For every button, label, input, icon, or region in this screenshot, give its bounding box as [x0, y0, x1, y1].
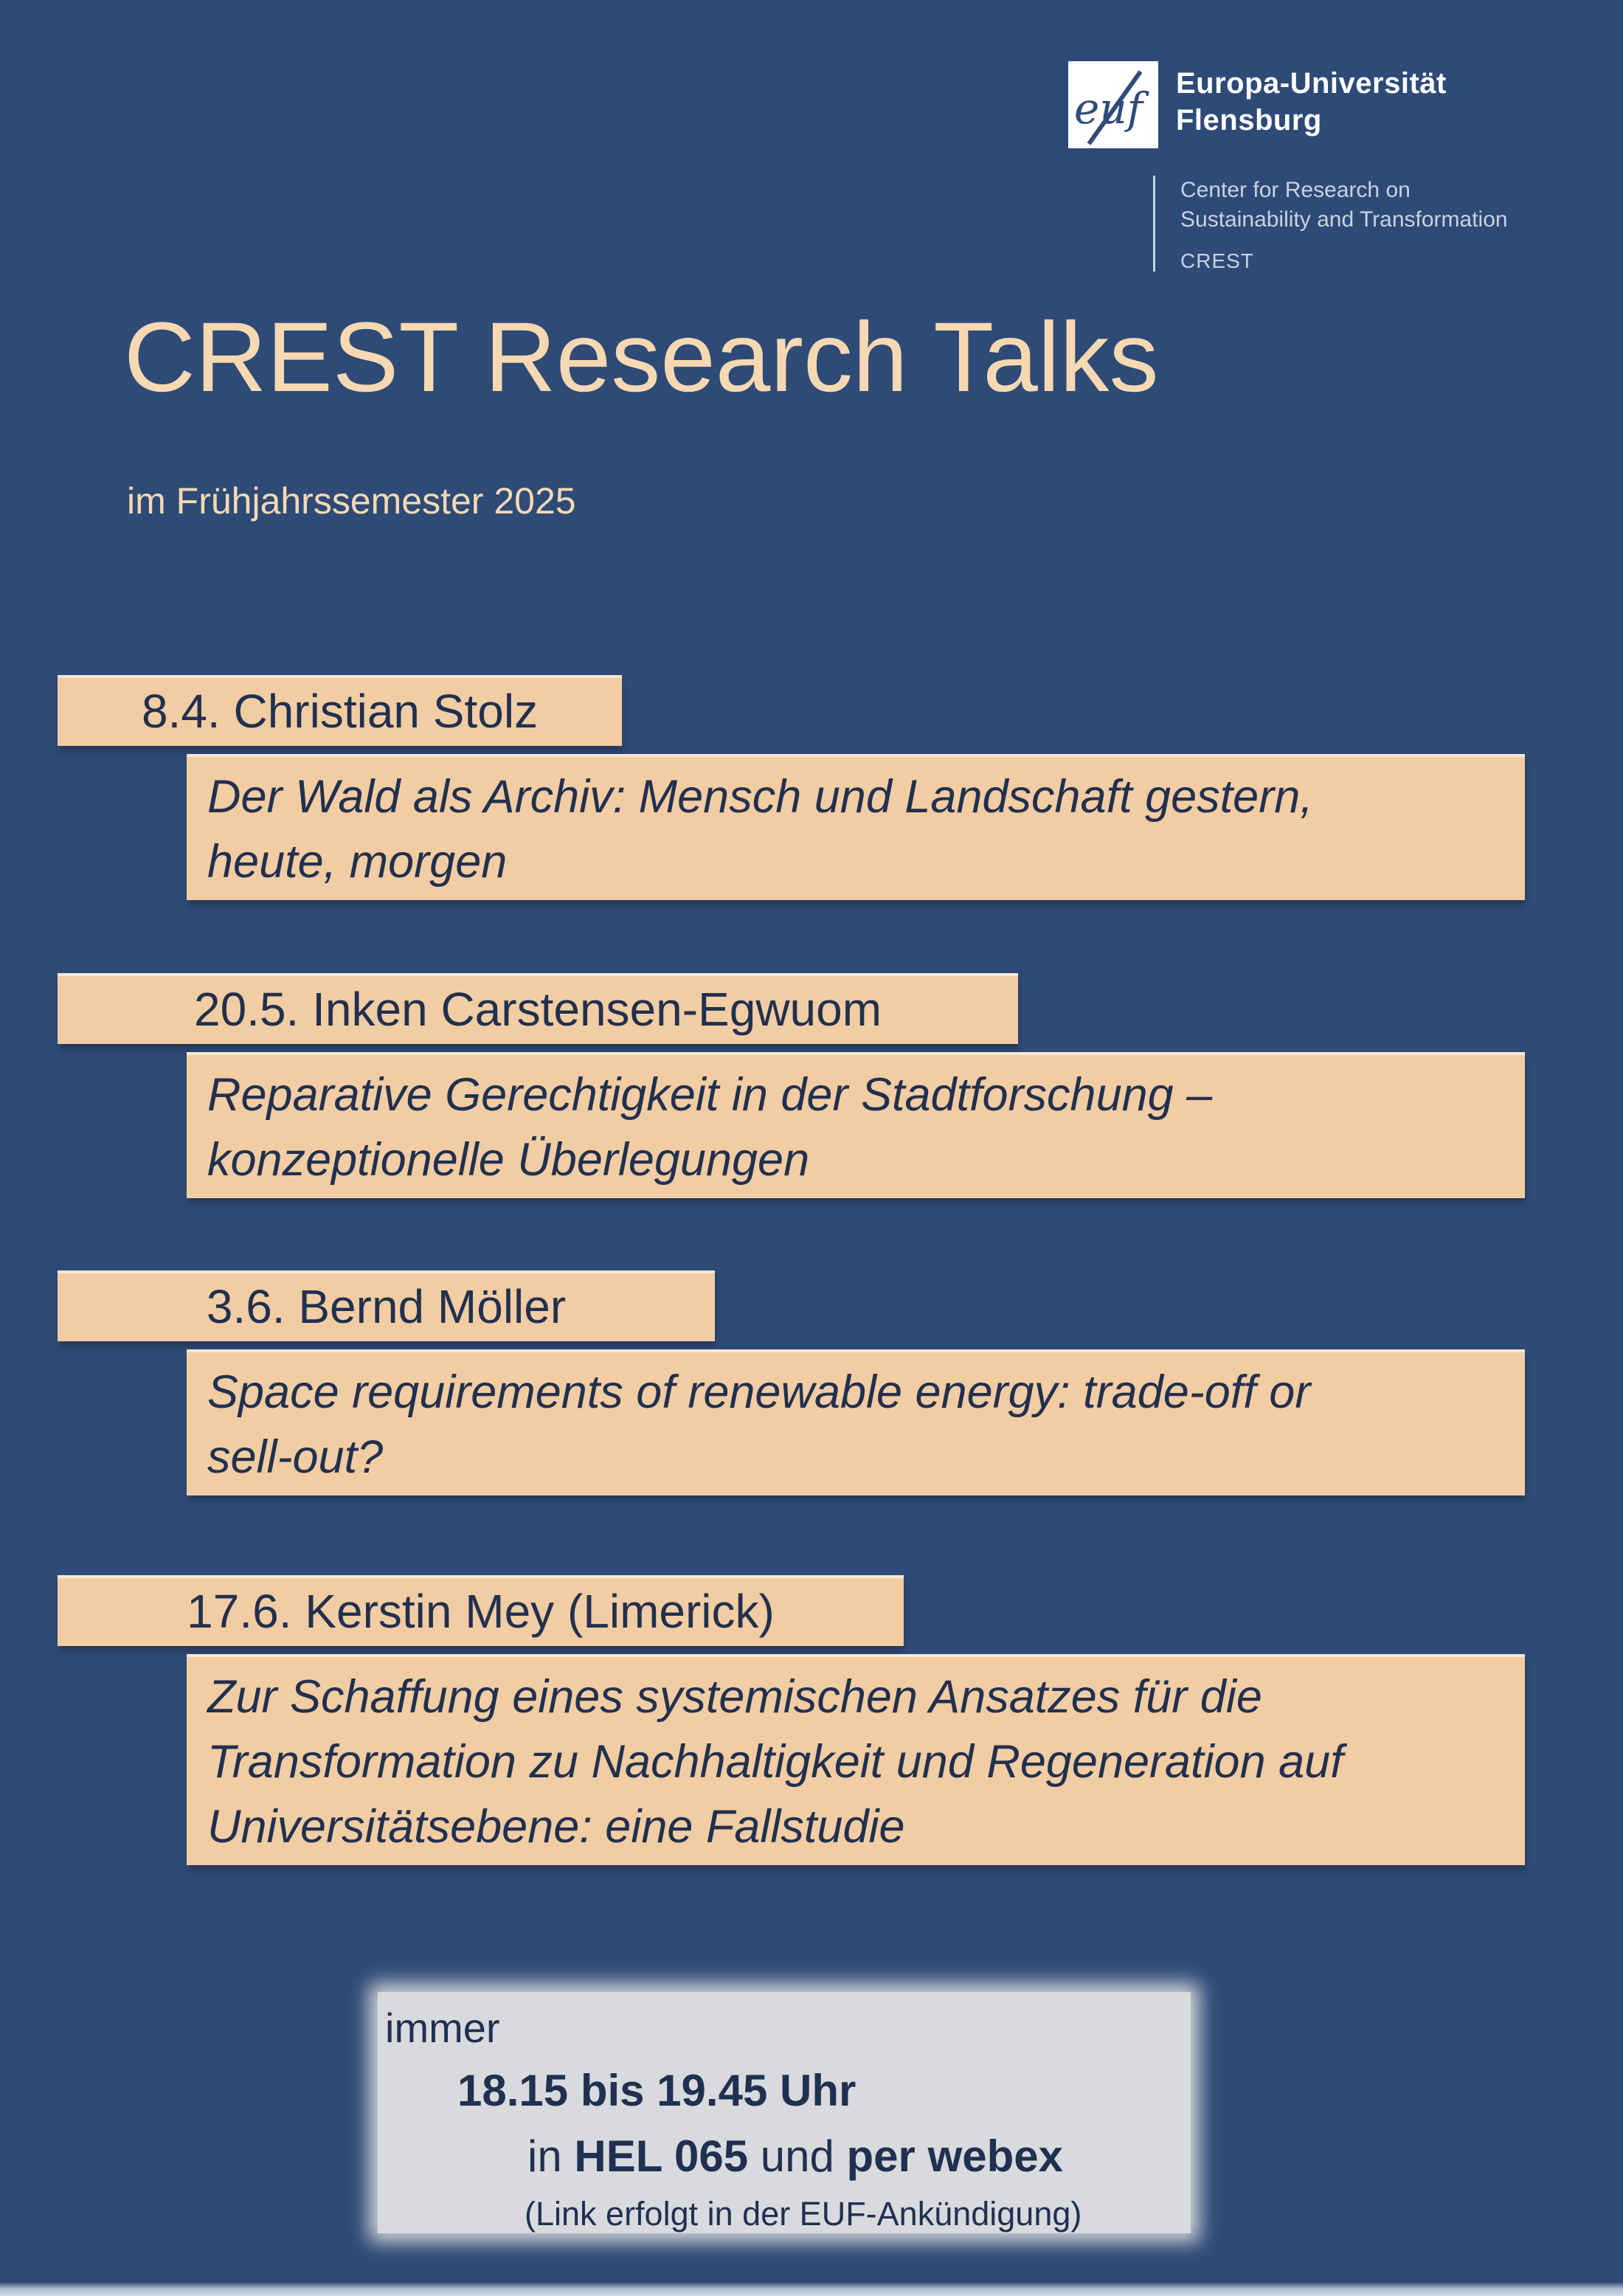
- schedule-conjunction: und: [748, 2131, 847, 2181]
- talk-title-line: Zur Schaffung eines systemischen Ansatzes für die: [207, 1671, 1262, 1723]
- schedule-location: [527, 2123, 1191, 2190]
- page-subtitle: im Frühjahrssemester 2025: [127, 480, 576, 522]
- schedule-link-note: (Link erfolgt in der EUF-Ankündigung): [525, 2195, 1082, 2233]
- university-name-line1: Europa-Universität: [1176, 67, 1447, 100]
- talk-title-line: heute, morgen: [207, 836, 508, 888]
- talk-title-line: Space requirements of renewable energy: trade-off or: [207, 1366, 1311, 1418]
- talk-title-line: konzeptionelle Überlegungen: [207, 1134, 810, 1186]
- university-name-line2: Flensburg: [1176, 104, 1322, 136]
- schedule-online: per webex: [846, 2131, 1063, 2181]
- euf-monogram-icon: [1068, 61, 1158, 148]
- center-name: [1180, 176, 1508, 276]
- talk-date-speaker: 3.6. Bernd Möller: [58, 1270, 715, 1341]
- center-divider-line: [1153, 176, 1155, 272]
- talk-date-speaker: 20.5. Inken Carstensen-Egwuom: [58, 973, 1018, 1044]
- schedule-always: immer: [385, 2005, 500, 2051]
- talk-date-speaker: 17.6. Kerstin Mey (Limerick): [58, 1575, 904, 1646]
- schedule-time: 18.15 bis 19.45 Uhr: [457, 2066, 857, 2115]
- center-name-line1: Center for Research on: [1180, 178, 1411, 202]
- talk-title-line: Transformation zu Nachhaltigkeit und Regeneration auf: [207, 1736, 1343, 1788]
- talk-title-line: Der Wald als Archiv: Mensch und Landschaft gestern,: [207, 771, 1313, 823]
- euf-logo: [1068, 61, 1158, 148]
- university-name: [1176, 65, 1447, 139]
- talk-title-box: [187, 1654, 1525, 1865]
- talk-title-line: Universitätsebene: eine Fallstudie: [207, 1801, 905, 1853]
- bottom-edge-strip: [0, 2283, 1623, 2296]
- svg-text:euf: euf: [1074, 83, 1143, 134]
- schedule-room: HEL 065: [574, 2131, 749, 2181]
- center-acronym: CREST: [1180, 249, 1254, 272]
- schedule-box: [378, 1992, 1191, 2233]
- talk-title-line: sell-out?: [207, 1431, 384, 1483]
- talk-title-box: [187, 754, 1525, 900]
- page-title: CREST Research Talks: [124, 302, 1159, 412]
- center-name-line2: Sustainability and Transformation: [1180, 207, 1508, 232]
- talk-date-speaker: 8.4. Christian Stolz: [58, 675, 622, 746]
- talk-title-box: [187, 1349, 1525, 1495]
- talk-title-line: Reparative Gerechtigkeit in der Stadtforschung –: [207, 1069, 1213, 1121]
- schedule-location-prefix: in: [527, 2131, 575, 2181]
- talk-title-box: [187, 1052, 1525, 1198]
